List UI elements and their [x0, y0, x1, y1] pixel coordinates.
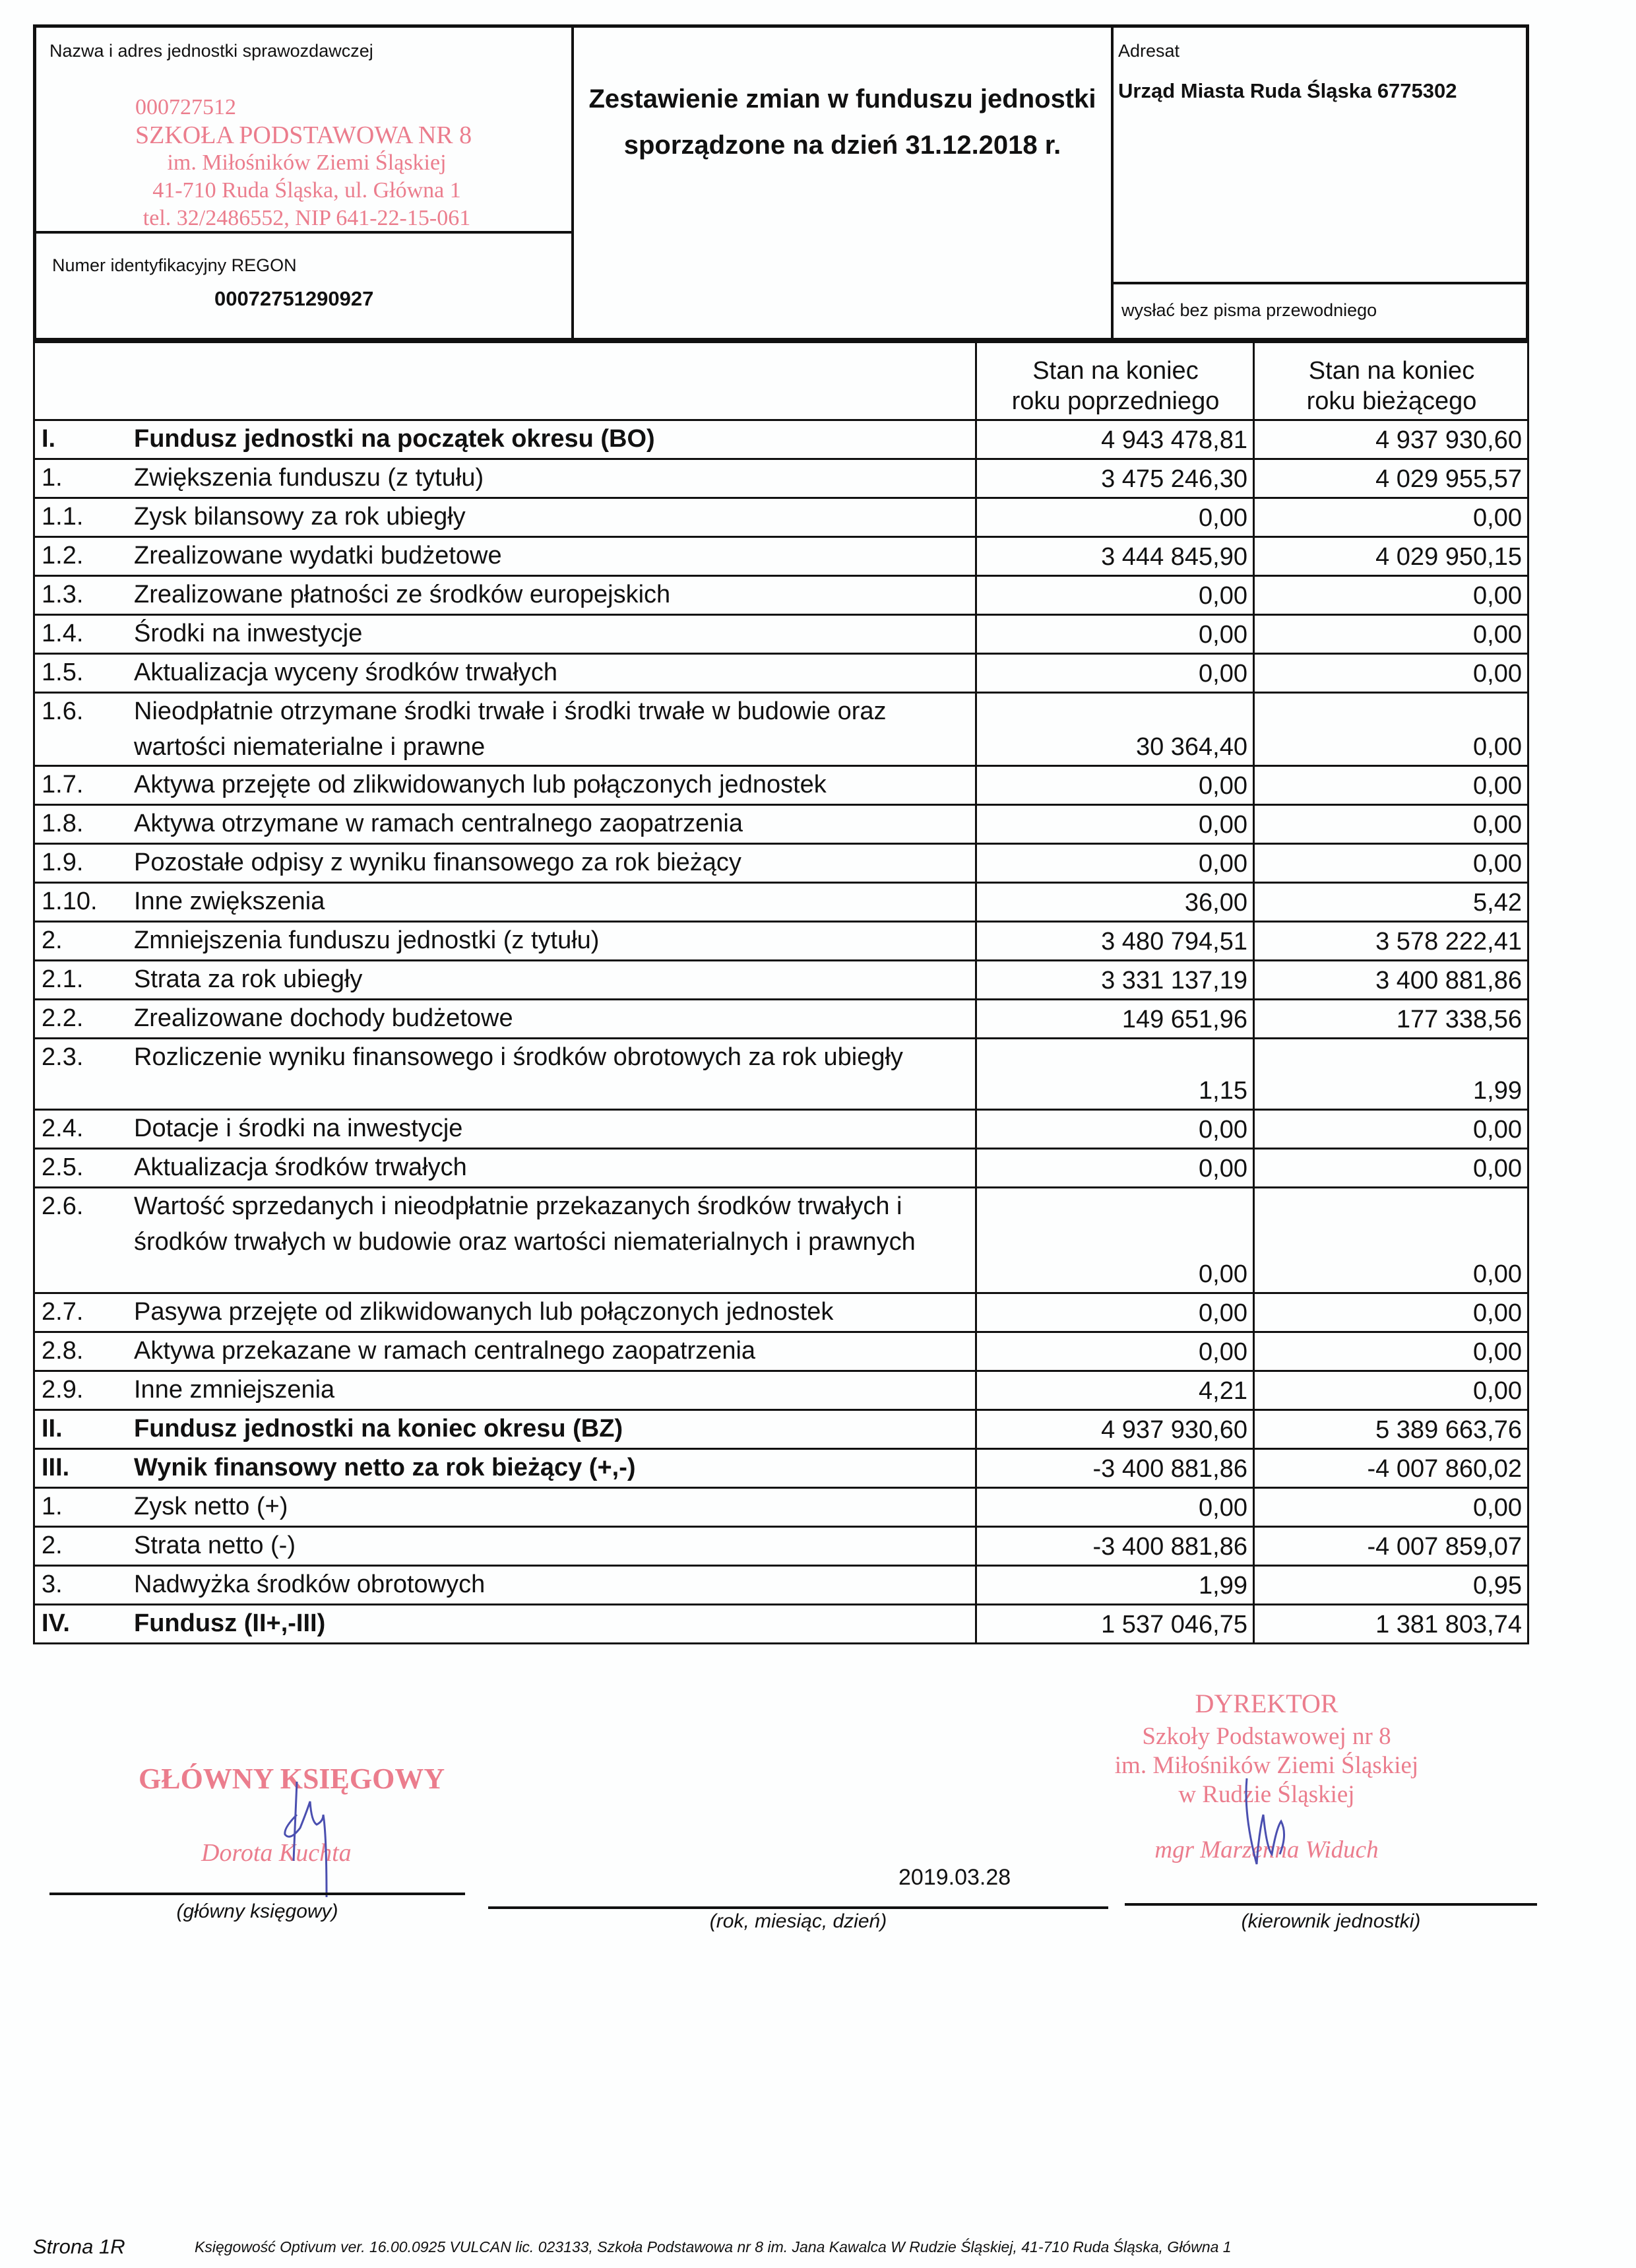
accountant-stamp-title: GŁÓWNY KSIĘGOWY [139, 1763, 445, 1795]
title-line: Zestawienie zmian w funduszu jednostki [588, 84, 1096, 113]
date-value: 2019.03.28 [898, 1865, 1011, 1890]
value-current-year: 0,00 [1254, 1110, 1528, 1149]
row-number: 2.6. [34, 1188, 128, 1293]
row-number: 1.5. [34, 654, 128, 693]
row-description: Zrealizowane wydatki budżetowe [127, 537, 976, 576]
row-description: Dotacje i środki na inwestycje [127, 1110, 976, 1149]
row-number: IV. [34, 1605, 128, 1644]
row-description: Rozliczenie wyniku finansowego i środków obrotowych za rok ubiegły [127, 1039, 976, 1110]
row-description: Aktualizacja wyceny środków trwałych [127, 654, 976, 693]
value-current-year: 0,00 [1254, 805, 1528, 844]
value-current-year: 0,00 [1254, 1488, 1528, 1527]
value-previous-year: -3 400 881,86 [976, 1527, 1254, 1566]
regon-label: Numer identyfikacyjny REGON [52, 255, 297, 275]
col-header-line: roku bieżącego [1306, 387, 1477, 415]
stamp-line: w Rudzie Śląskiej [1178, 1781, 1355, 1808]
row-number: 2.3. [34, 1039, 128, 1110]
stamp-line: im. Miłośników Ziemi Śląskiej [167, 150, 447, 175]
value-current-year: 0,00 [1254, 1332, 1528, 1371]
header-divider [1111, 28, 1114, 338]
stamp-line: 000727512 [135, 95, 236, 119]
row-description: Zysk bilansowy za rok ubiegły [127, 498, 976, 537]
value-previous-year: 3 331 137,19 [976, 961, 1254, 1000]
value-current-year: 0,00 [1254, 615, 1528, 654]
row-number: 1. [34, 459, 128, 498]
value-previous-year: 0,00 [976, 1488, 1254, 1527]
col-header-line: Stan na koniec [1032, 357, 1199, 385]
table-row [34, 1110, 1528, 1149]
value-previous-year: -3 400 881,86 [976, 1449, 1254, 1488]
row-description: Pasywa przejęte od zlikwidowanych lub połączonych jednostek [127, 1293, 976, 1332]
row-number: 1.10. [34, 883, 128, 922]
stamp-line: 41-710 Ruda Śląska, ul. Główna 1 [152, 178, 461, 203]
row-description: Inne zwiększenia [127, 883, 976, 922]
row-number: 2.8. [34, 1332, 128, 1371]
value-previous-year: 36,00 [976, 883, 1254, 922]
row-description: Aktywa przekazane w ramach centralnego zaopatrzenia [127, 1332, 976, 1371]
table-row [34, 1293, 1528, 1332]
row-number: 1.1. [34, 498, 128, 537]
value-previous-year: 0,00 [976, 844, 1254, 883]
accountant-signature [270, 1775, 350, 1900]
value-current-year: 1 381 803,74 [1254, 1605, 1528, 1644]
value-previous-year: 3 475 246,30 [976, 459, 1254, 498]
value-previous-year: 149 651,96 [976, 1000, 1254, 1039]
row-number: II. [34, 1410, 128, 1449]
row-number: 1.9. [34, 844, 128, 883]
stamp-line: mgr Marzenna Widuch [1154, 1836, 1379, 1863]
row-description: Zmniejszenia funduszu jednostki (z tytułu) [127, 922, 976, 961]
row-description: Fundusz (II+,-III) [127, 1605, 976, 1644]
value-previous-year: 4,21 [976, 1371, 1254, 1410]
row-number: 2.1. [34, 961, 128, 1000]
value-current-year: 4 029 955,57 [1254, 459, 1528, 498]
value-previous-year: 3 480 794,51 [976, 922, 1254, 961]
accountant-caption: (główny księgowy) [176, 1900, 338, 1922]
row-number: 2. [34, 1527, 128, 1566]
addressee-label: Adresat [1118, 41, 1180, 61]
header-divider [1114, 282, 1526, 284]
value-current-year: 0,00 [1254, 766, 1528, 805]
table-row [34, 576, 1528, 615]
row-number: 1. [34, 1488, 128, 1527]
value-current-year: 3 400 881,86 [1254, 961, 1528, 1000]
row-description: Zwiększenia funduszu (z tytułu) [127, 459, 976, 498]
table-row [34, 1149, 1528, 1188]
table-row [34, 1449, 1528, 1488]
value-current-year: 5 389 663,76 [1254, 1410, 1528, 1449]
value-previous-year: 0,00 [976, 1293, 1254, 1332]
row-number: 1.2. [34, 537, 128, 576]
unit-label: Nazwa i adres jednostki sprawozdawczej [49, 41, 373, 61]
row-description: Wynik finansowy netto za rok bieżący (+,-) [127, 1449, 976, 1488]
value-current-year: 0,00 [1254, 1149, 1528, 1188]
value-current-year: 4 029 950,15 [1254, 537, 1528, 576]
table-row [34, 654, 1528, 693]
row-description: Fundusz jednostki na koniec okresu (BZ) [127, 1410, 976, 1449]
send-note: wysłać bez pisma przewodniego [1121, 300, 1377, 320]
table-row [34, 922, 1528, 961]
row-description: Strata za rok ubiegły [127, 961, 976, 1000]
table-row [34, 498, 1528, 537]
row-description: Inne zmniejszenia [127, 1371, 976, 1410]
row-number: 2.9. [34, 1371, 128, 1410]
value-previous-year: 0,00 [976, 805, 1254, 844]
row-number: I. [34, 420, 128, 459]
table-row [34, 1039, 1528, 1110]
value-current-year: 0,00 [1254, 498, 1528, 537]
row-number: III. [34, 1449, 128, 1488]
value-previous-year: 0,00 [976, 498, 1254, 537]
stamp-line: im. Miłośników Ziemi Śląskiej [1114, 1752, 1419, 1779]
row-number: 2.4. [34, 1110, 128, 1149]
row-description: Wartość sprzedanych i nieodpłatnie przekazanych środków trwałych i środków trwałych w budowie oraz wartości niematerialnych i prawnych [127, 1188, 976, 1293]
header-divider [571, 28, 574, 338]
value-current-year: 0,00 [1254, 654, 1528, 693]
report-header [33, 24, 1529, 341]
table-row [34, 883, 1528, 922]
table-row [34, 420, 1528, 459]
table-row [34, 961, 1528, 1000]
value-previous-year: 0,00 [976, 766, 1254, 805]
stamp-line: Szkoły Podstawowej nr 8 [1142, 1723, 1391, 1750]
value-previous-year: 4 943 478,81 [976, 420, 1254, 459]
accountant-signature-line [49, 1893, 465, 1895]
row-description: Pozostałe odpisy z wyniku finansowego za rok bieżący [127, 844, 976, 883]
unit-stamp [135, 94, 478, 232]
table-row [34, 766, 1528, 805]
value-current-year: 0,00 [1254, 576, 1528, 615]
value-previous-year: 1 537 046,75 [976, 1605, 1254, 1644]
stamp-line: SZKOŁA PODSTAWOWA NR 8 [135, 121, 472, 149]
value-previous-year: 0,00 [976, 1149, 1254, 1188]
value-previous-year: 30 364,40 [976, 693, 1254, 766]
row-number: 1.6. [34, 693, 128, 766]
stamp-line: DYREKTOR [1195, 1689, 1338, 1718]
value-previous-year: 3 444 845,90 [976, 537, 1254, 576]
accountant-stamp-name: Dorota Kuchta [201, 1839, 352, 1867]
table-row [34, 844, 1528, 883]
col-header-prev [976, 342, 1254, 420]
date-caption: (rok, miesiąc, dzień) [709, 1910, 887, 1932]
director-signature [1240, 1775, 1300, 1874]
table-row [34, 615, 1528, 654]
row-description: Aktywa otrzymane w ramach centralnego zaopatrzenia [127, 805, 976, 844]
value-previous-year: 0,00 [976, 1188, 1254, 1293]
row-description: Zysk netto (+) [127, 1488, 976, 1527]
row-number: 1.8. [34, 805, 128, 844]
row-description: Aktywa przejęte od zlikwidowanych lub połączonych jednostek [127, 766, 976, 805]
row-description: Aktualizacja środków trwałych [127, 1149, 976, 1188]
row-description: Zrealizowane płatności ze środków europejskich [127, 576, 976, 615]
value-previous-year: 0,00 [976, 1110, 1254, 1149]
table-row [34, 693, 1528, 766]
value-current-year: 0,00 [1254, 693, 1528, 766]
title-line: sporządzone na dzień 31.12.2018 r. [623, 131, 1061, 160]
col-header-line: roku poprzedniego [1011, 387, 1220, 415]
row-number: 2.5. [34, 1149, 128, 1188]
value-current-year: 3 578 222,41 [1254, 922, 1528, 961]
row-number: 2.7. [34, 1293, 128, 1332]
table-row [34, 1332, 1528, 1371]
row-description: Nieodpłatnie otrzymane środki trwałe i środki trwałe w budowie oraz wartości niematerialne i prawne [127, 693, 976, 766]
value-previous-year: 0,00 [976, 615, 1254, 654]
value-current-year: -4 007 859,07 [1254, 1527, 1528, 1566]
stamp-line: tel. 32/2486552, NIP 641-22-15-061 [142, 206, 471, 230]
report-title [574, 76, 1111, 168]
regon-value: 00072751290927 [214, 287, 374, 310]
value-current-year: 177 338,56 [1254, 1000, 1528, 1039]
value-previous-year: 1,99 [976, 1566, 1254, 1605]
table-row [34, 459, 1528, 498]
value-current-year: 0,00 [1254, 1293, 1528, 1332]
value-current-year: 0,00 [1254, 1188, 1528, 1293]
fund-changes-table [33, 341, 1529, 1644]
header-blank [34, 342, 976, 420]
col-header-curr [1254, 342, 1528, 420]
table-row [34, 805, 1528, 844]
value-current-year: 4 937 930,60 [1254, 420, 1528, 459]
table-row [34, 1000, 1528, 1039]
table-row [34, 1605, 1528, 1644]
row-description: Fundusz jednostki na początek okresu (BO) [127, 420, 976, 459]
value-previous-year: 1,15 [976, 1039, 1254, 1110]
value-previous-year: 4 937 930,60 [976, 1410, 1254, 1449]
value-previous-year: 0,00 [976, 654, 1254, 693]
director-signature-line [1125, 1903, 1537, 1906]
value-current-year: 5,42 [1254, 883, 1528, 922]
value-previous-year: 0,00 [976, 576, 1254, 615]
col-header-line: Stan na koniec [1308, 357, 1475, 385]
table-row [34, 1371, 1528, 1410]
row-number: 3. [34, 1566, 128, 1605]
value-current-year: 0,00 [1254, 1371, 1528, 1410]
row-description: Środki na inwestycje [127, 615, 976, 654]
value-current-year: 0,95 [1254, 1566, 1528, 1605]
value-current-year: 0,00 [1254, 844, 1528, 883]
value-previous-year: 0,00 [976, 1332, 1254, 1371]
value-current-year: -4 007 860,02 [1254, 1449, 1528, 1488]
value-current-year: 1,99 [1254, 1039, 1528, 1110]
addressee-value: Urząd Miasta Ruda Śląska 6775302 [1118, 79, 1457, 102]
row-description: Zrealizowane dochody budżetowe [127, 1000, 976, 1039]
director-caption: (kierownik jednostki) [1241, 1910, 1421, 1932]
row-description: Nadwyżka środków obrotowych [127, 1566, 976, 1605]
row-number: 2. [34, 922, 128, 961]
software-info: Księgowość Optivum ver. 16.00.0925 VULCAN lic. 023133, Szkoła Podstawowa nr 8 im. Jana Kawalca W Rudzie Śląskiej, 41-710 Ruda Śląska, Główna 1 [195, 2238, 1232, 2255]
table-row [34, 1527, 1528, 1566]
row-number: 1.7. [34, 766, 128, 805]
page-number: Strona 1R [33, 2235, 125, 2258]
table-row [34, 1488, 1528, 1527]
table-row [34, 1410, 1528, 1449]
row-description: Strata netto (-) [127, 1527, 976, 1566]
table-row [34, 1188, 1528, 1293]
row-number: 1.4. [34, 615, 128, 654]
row-number: 1.3. [34, 576, 128, 615]
row-number: 2.2. [34, 1000, 128, 1039]
table-row [34, 1566, 1528, 1605]
table-row [34, 537, 1528, 576]
table-header-row [34, 342, 1528, 420]
date-line [488, 1906, 1108, 1909]
